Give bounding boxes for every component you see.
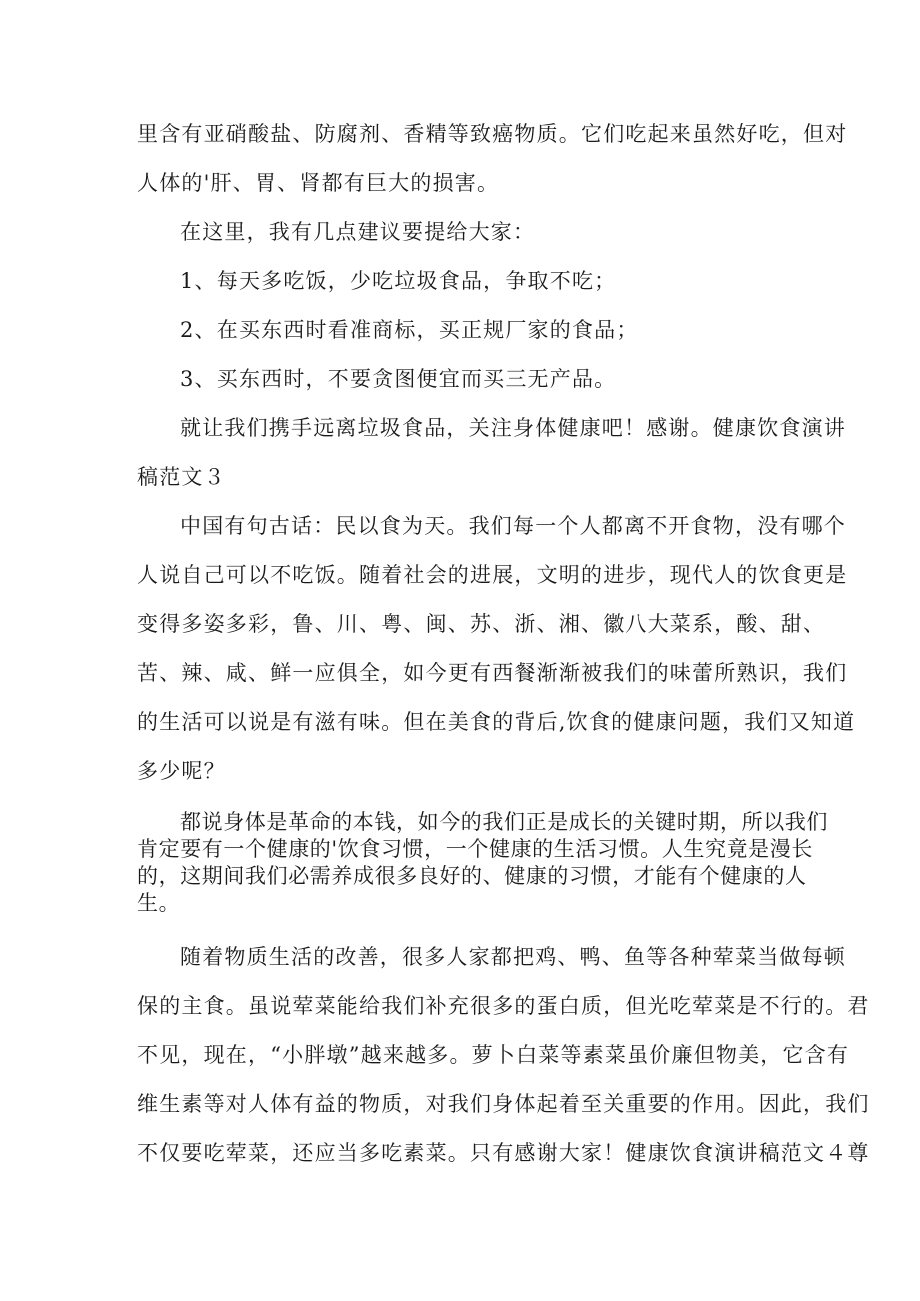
text-line: 的，这期间我们必需养成很多良好的、健康的习惯，才能有个健康的人 (137, 864, 807, 888)
text-line: 保的主食。虽说荤菜能给我们补充很多的蛋白质，但光吃荤菜是不行的。君 (137, 994, 870, 1018)
text-line: 苦、辣、咸、鲜一应俱全，如今更有西餐渐渐被我们的味蕾所熟识，我们 (137, 661, 848, 685)
text-line: 人体的'肝、胃、肾都有巨大的损害。 (137, 171, 500, 195)
text-line: 不见，现在，“小胖墩”越来越多。萝卜白菜等素菜虽价廉但物美，它含有 (137, 1043, 850, 1067)
text-line: 维生素等对人体有益的物质，对我们身体起着至关重要的作用。因此，我们 (137, 1092, 870, 1116)
text-line: 在这里，我有几点建议要提给大家： (180, 220, 536, 244)
text-line: 中国有句古话：民以食为天。我们每一个人都离不开食物，没有哪个 (180, 514, 846, 538)
text-line: 生。 (137, 891, 181, 915)
text-line: 不仅要吃荤菜，还应当多吃素菜。只有感谢大家！健康饮食演讲稿范文４尊 (137, 1141, 870, 1165)
text-line: 变得多姿多彩，鲁、川、粤、闽、苏、浙、湘、徽八大菜系，酸、甜、 (137, 612, 826, 636)
text-line: 3、买东西时，不要贪图便宜而买三无产品。 (180, 367, 617, 391)
text-line: 多少呢？ (137, 759, 226, 783)
text-line: 1、每天多吃饭，少吃垃圾食品，争取不吃； (180, 269, 617, 293)
text-line: 就让我们携手远离垃圾食品，关注身体健康吧！感谢。健康饮食演讲 (180, 416, 846, 440)
text-line: 随着物质生活的改善，很多人家都把鸡、鸭、鱼等各种荤菜当做每顿 (180, 945, 846, 969)
text-line: 里含有亚硝酸盐、防腐剂、香精等致癌物质。它们吃起来虽然好吃，但对 (137, 122, 848, 146)
text-line: 都说身体是革命的本钱，如今的我们正是成长的关键时期，所以我们 (180, 810, 828, 834)
text-line: 稿范文３ (137, 465, 226, 489)
text-line: 2、在买东西时看准商标，买正规厂家的食品； (180, 318, 639, 342)
text-line: 的生活可以说是有滋有味。但在美食的背后,饮食的健康问题，我们又知道 (137, 710, 856, 734)
text-line: 人说自己可以不吃饭。随着社会的进展，文明的进步，现代人的饮食更是 (137, 563, 848, 587)
text-line: 肯定要有一个健康的'饮食习惯，一个健康的生活习惯。人生究竟是漫长 (137, 837, 813, 861)
